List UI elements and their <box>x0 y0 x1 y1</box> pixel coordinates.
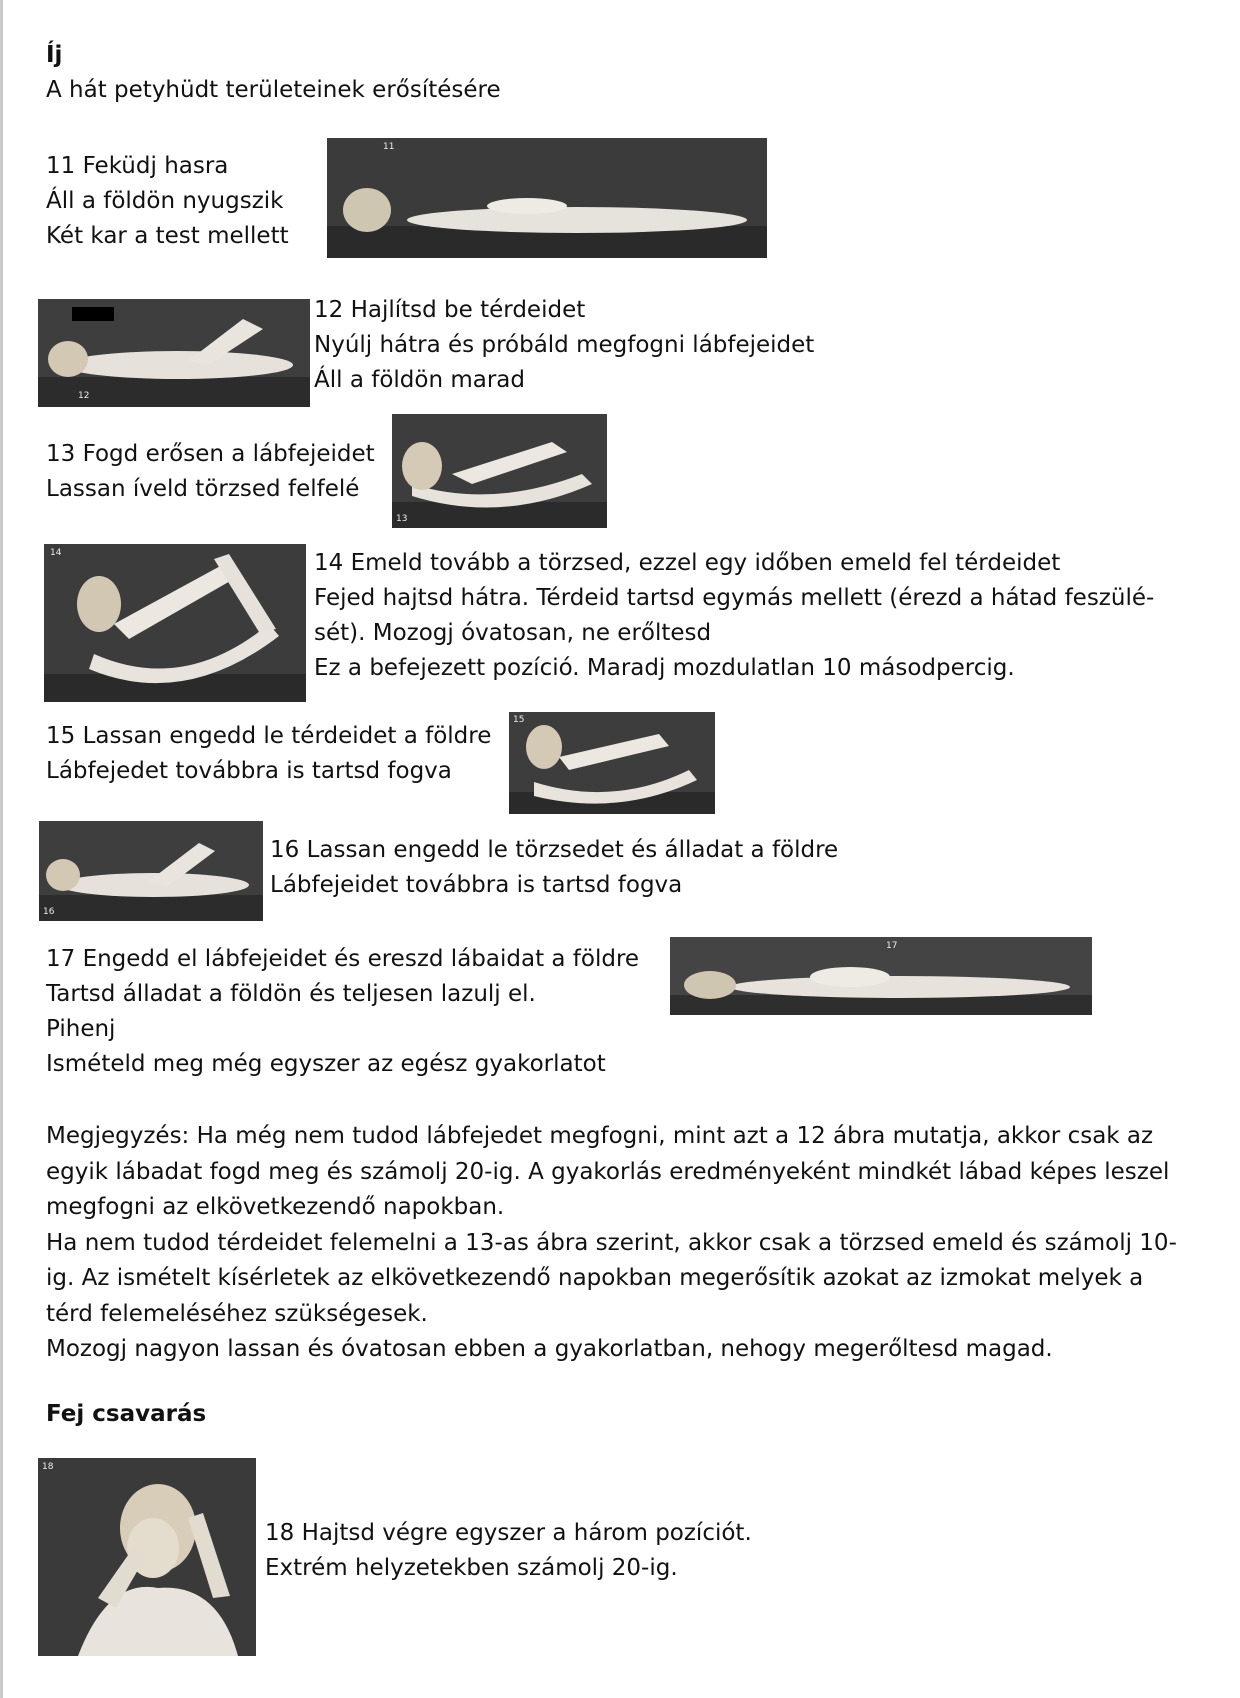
step-14-photo <box>44 544 306 702</box>
figure-number: 16 <box>43 907 55 917</box>
step-17-photo <box>670 937 1092 1015</box>
figure-number: 11 <box>383 142 395 152</box>
step-line: Két kar a test mellett <box>46 223 289 249</box>
step-line: 18 Hajtsd végre egyszer a három pozíciót. <box>265 1520 752 1546</box>
step-line: 13 Fogd erősen a lábfejeidet <box>46 441 375 467</box>
step-14-text <box>314 546 1154 686</box>
step-13-text <box>46 437 375 507</box>
redaction-bar <box>72 307 114 321</box>
relaxed-prone-illustration <box>670 937 1092 1015</box>
head-twist-illustration <box>38 1458 256 1656</box>
note-line: megfogni az elkövetkezendő napokban. <box>46 1194 505 1220</box>
step-18-photo <box>38 1458 256 1656</box>
step-11-photo <box>327 138 767 258</box>
step-16-text <box>270 833 838 903</box>
note-line: térd felemeléséhez szükségesek. <box>46 1300 428 1327</box>
step-line: Ismételd meg még egyszer az egész gyakorlatot <box>46 1051 606 1077</box>
step-line: Ez a befejezett pozíció. Maradj mozdulatlan 10 másodpercig. <box>314 655 1015 681</box>
step-line: Tartsd álladat a földön és teljesen lazulj el. <box>46 981 536 1007</box>
step-line: Fejed hajtsd hátra. Térdeid tartsd egymás mellett (érezd a hátad feszülé- <box>314 585 1155 611</box>
step-line: Lábfejeidet továbbra is tartsd fogva <box>270 872 683 898</box>
step-12-photo <box>38 299 310 407</box>
figure-number: 12 <box>78 391 90 401</box>
figure-number: 17 <box>886 941 898 951</box>
step-line: 15 Lassan engedd le térdeidet a földre <box>46 723 492 749</box>
step-15-photo <box>509 712 715 814</box>
step-line: 17 Engedd el lábfejeidet és ereszd lábaidat a földre <box>46 946 640 972</box>
step-line: 11 Feküdj hasra <box>46 153 229 179</box>
step-line: Áll a földön marad <box>314 367 525 393</box>
section-subtitle: A hát petyhüdt területeinek erősítésére <box>46 77 501 103</box>
step-line: 16 Lassan engedd le törzsedet és álladat a földre <box>270 837 839 863</box>
bow-start-illustration <box>392 414 607 528</box>
step-line: Áll a földön nyugszik <box>46 188 284 214</box>
step-line: 14 Emeld tovább a törzsed, ezzel egy időben emeld fel térdeidet <box>314 550 1061 576</box>
section-header <box>46 38 501 108</box>
step-11-text <box>46 149 289 254</box>
section-title: Íj <box>46 42 63 68</box>
note-line: Megjegyzés: Ha még nem tudod lábfejedet megfogni, mint azt a 12 ábra mutatja, akkor csak az <box>46 1123 1154 1149</box>
note-paragraph <box>46 1119 1196 1368</box>
step-line: Pihenj <box>46 1016 116 1042</box>
figure-number: 15 <box>513 715 525 725</box>
lowering-torso-illustration <box>39 821 263 921</box>
step-15-text <box>46 719 491 789</box>
figure-number: 18 <box>42 1462 54 1472</box>
step-line: sét). Mozogj óvatosan, ne erőltesd <box>314 620 712 646</box>
step-12-text <box>314 293 814 398</box>
figure-number: 14 <box>50 548 62 558</box>
step-line: Nyúlj hátra és próbáld megfogni lábfejeidet <box>314 332 815 358</box>
step-13-photo <box>392 414 607 528</box>
section-2-title: Fej csavarás <box>46 1401 207 1427</box>
full-bow-illustration <box>44 544 306 702</box>
step-line: Lassan íveld törzsed felfelé <box>46 476 360 502</box>
step-line: 12 Hajlítsd be térdeidet <box>314 297 586 323</box>
note-line: ig. Az ismételt kísérletek az elkövetkezendő napokban megerősítik azokat az izmokat melyek a <box>46 1265 1144 1291</box>
lowering-knees-illustration <box>509 712 715 814</box>
figure-number: 13 <box>396 514 408 524</box>
note-line: egyik lábadat fogd meg és számolj 20-ig. A gyakorlás eredményeként mindkét lábad képes leszel <box>46 1158 1170 1185</box>
step-18-text <box>265 1516 752 1586</box>
note-line: Mozogj nagyon lassan és óvatosan ebben a gyakorlatban, nehogy megerőltesd magad. <box>46 1336 1053 1362</box>
step-17-text <box>46 942 639 1082</box>
step-line: Lábfejedet továbbra is tartsd fogva <box>46 758 452 784</box>
page-left-rule <box>0 0 3 1698</box>
note-line: Ha nem tudod térdeidet felemelni a 13-as ábra szerint, akkor csak a törzsed emeld és számolj 10- <box>46 1229 1177 1256</box>
prone-pose-illustration <box>327 138 767 258</box>
step-16-photo <box>39 821 263 921</box>
step-line: Extrém helyzetekben számolj 20-ig. <box>265 1555 678 1581</box>
